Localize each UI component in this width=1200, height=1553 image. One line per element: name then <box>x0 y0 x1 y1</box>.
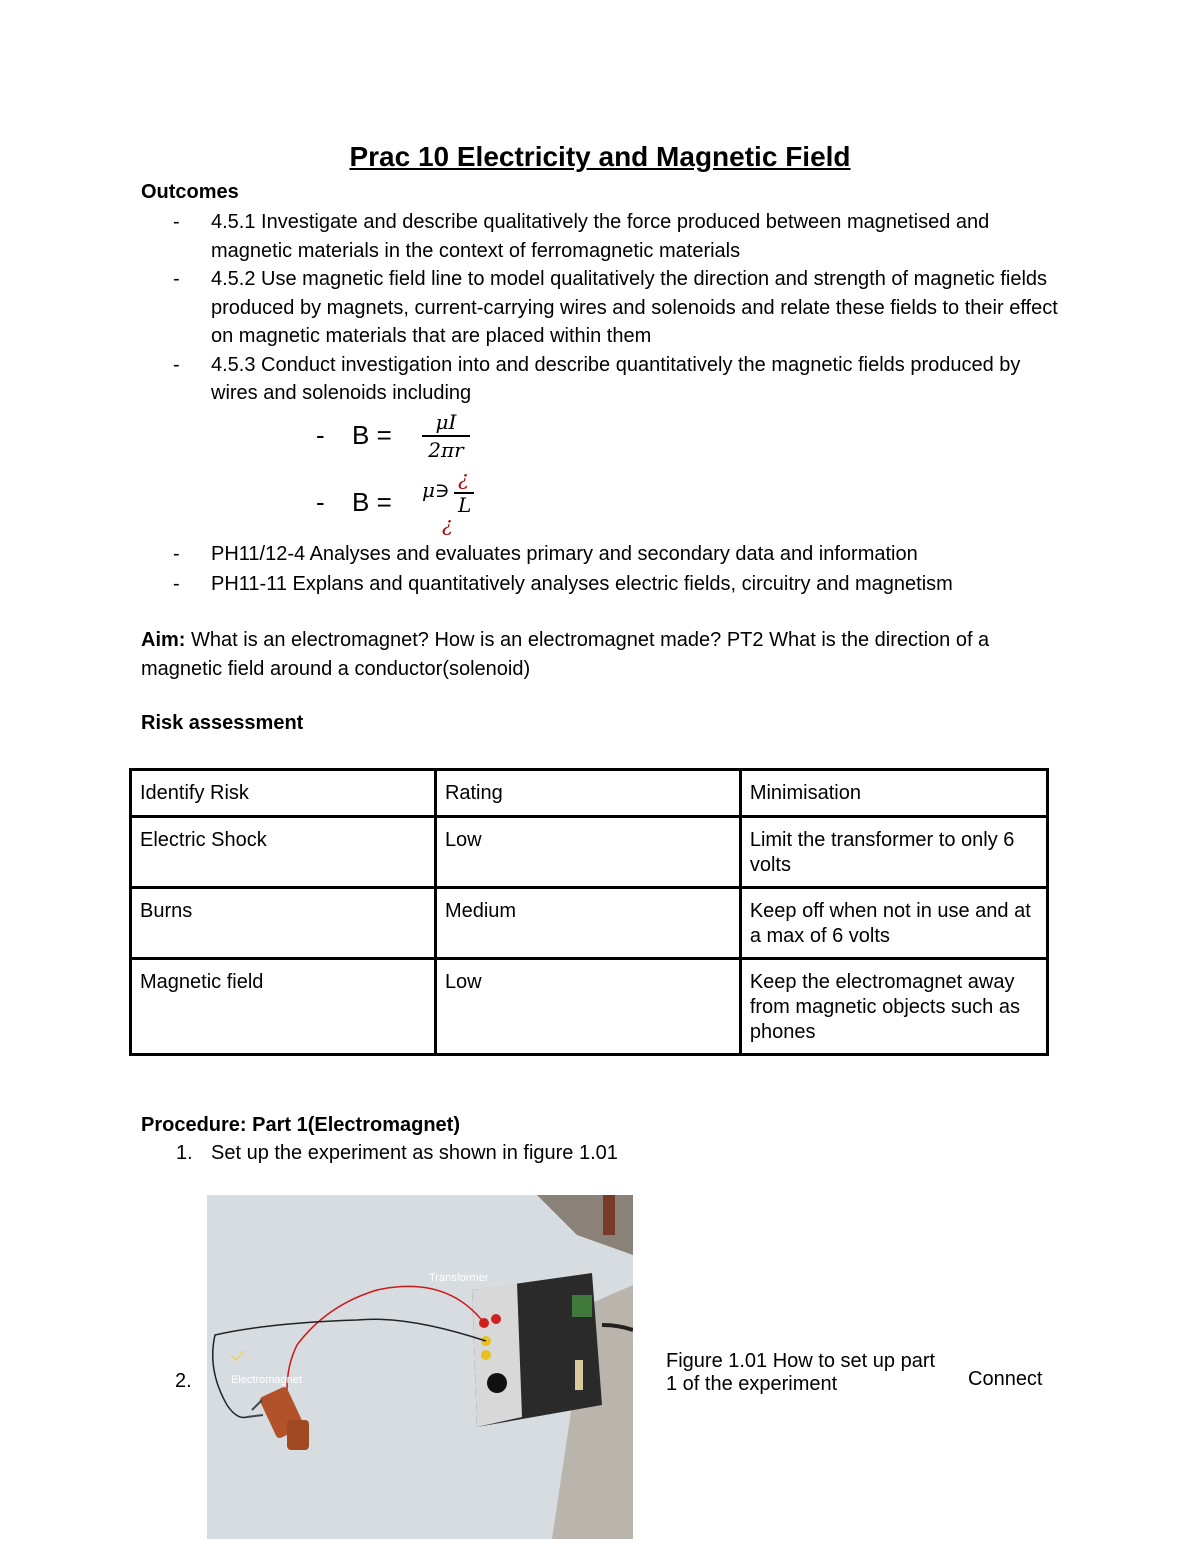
electromagnet-base <box>287 1420 309 1450</box>
outcomes-heading: Outcomes <box>141 181 239 203</box>
table-cell: Keep off when not in use and at a max of 6 volts <box>740 888 1047 959</box>
formula-solenoid-fraction: μ∋ ¿ L ¿ <box>422 466 478 538</box>
aim-text: What is an electromagnet? How is an electromagnet made? PT2 What is the direction of a magnetic field around a conductor(solenoid) <box>141 629 990 680</box>
outcomes-list <box>141 208 1071 408</box>
table-cell: Low <box>435 817 740 888</box>
photo-label-transformer: Transformer <box>429 1272 489 1284</box>
figure-caption: Figure 1.01 How to set up part 1 of the experiment <box>666 1350 936 1395</box>
experiment-illustration <box>207 1195 633 1539</box>
risk-heading: Risk assessment <box>141 712 304 734</box>
aim-paragraph <box>141 626 1071 683</box>
terminal-yellow <box>481 1350 491 1360</box>
experiment-photo <box>207 1195 633 1539</box>
table-cell: Medium <box>435 888 740 959</box>
table-cell: Low <box>435 959 740 1055</box>
table-header-cell: Minimisation <box>740 770 1047 817</box>
table-row <box>131 888 1048 959</box>
formula-wire-fraction: μI 2πr <box>422 410 470 460</box>
table-cell: Limit the transformer to only 6 volts <box>740 817 1047 888</box>
photo-label-electromagnet: Electromagnet <box>231 1374 302 1386</box>
chair-leg <box>603 1195 615 1235</box>
table-row <box>131 959 1048 1055</box>
procedure-step-number: 2. <box>175 1370 192 1392</box>
table-header-cell: Identify Risk <box>131 770 436 817</box>
transformer-label-sticker <box>572 1295 592 1317</box>
outcome-item: - 4.5.3 Conduct investigation into and describe quantitatively the magnetic fields produced by wires and solenoids including <box>173 353 1021 404</box>
document-page: Prac 10 Electricity and Magnetic Field Outcomes - 4.5.1 Investigate and describe qualitatively the force produced between magnetised and magnetic materials in the context of ferromagnetic materials - 4.5.2 Use magnetic field line to model qualitatively the direction and strength of magnetic fields produced by magnets, current-carrying wires and solenoids and relate these fields to their effect on magnetic materials that are placed within them - 4.5.3 Conduct investigation into and describe quantitatively the magnetic fields produced by wires and solenoids including - B = μI 2πr - B = μ∋ ¿ L ¿ - PH11/12-4 Analyses and evaluates primary and secondary data and information - PH11-11 Explans and quantitatively analyses electric fields, circuitry and magnetism Aim: What is an electromagnet? How is an electromagnet made? PT2 What is the direction of a magnetic field around a conductor(solenoid) Risk assessment Identify Risk Rating Minimisation Electric Shock Low Limit the transformer to only 6 volts Burns Medium Keep off when not in use and at a max of 6 volts Magnetic field Low Keep the electromagnet away from magnetic objects such as phones Procedure: Part 1(Electromagnet) 1. Set up the experiment as shown in figure 1.01 2. Transformer Electromagnet Figure 1.01 How to set up part 1 of the experiment Connect <box>0 0 1200 1553</box>
transformer-plate <box>575 1360 583 1390</box>
table-header-cell: Rating <box>435 770 740 817</box>
connect-text: Connect <box>968 1368 1043 1390</box>
table-header-row <box>131 770 1048 817</box>
table-cell: Magnetic field <box>131 959 436 1055</box>
procedure-heading: Procedure: Part 1(Electromagnet) <box>141 1114 460 1136</box>
outcome-item: - 4.5.2 Use magnetic field line to model qualitatively the direction and strength of magnetic fields produced by magnets, current-carrying wires and solenoids and relate these fields to their effect on magnetic materials that are placed within them <box>173 268 1058 347</box>
aim-label: Aim: <box>141 629 186 651</box>
transformer-knob <box>487 1373 507 1393</box>
outcome-item: - PH11/12-4 Analyses and evaluates primary and secondary data and information <box>173 543 918 565</box>
transformer-panel <box>472 1283 522 1427</box>
outcome-item: - PH11-11 Explans and quantitatively analyses electric fields, circuitry and magnetism <box>173 572 953 595</box>
page-title: Prac 10 Electricity and Magnetic Field <box>349 141 851 172</box>
table-cell: Burns <box>131 888 436 959</box>
table-cell: Electric Shock <box>131 817 436 888</box>
risk-table <box>129 768 1049 1056</box>
table-cell: Keep the electromagnet away from magnetic objects such as phones <box>740 959 1047 1055</box>
outcomes-list-more <box>141 540 1071 598</box>
outcome-item: - 4.5.1 Investigate and describe qualitatively the force produced between magnetised and magnetic materials in the context of ferromagnetic materials <box>173 211 990 262</box>
table-row <box>131 817 1048 888</box>
terminal-red <box>491 1314 501 1324</box>
